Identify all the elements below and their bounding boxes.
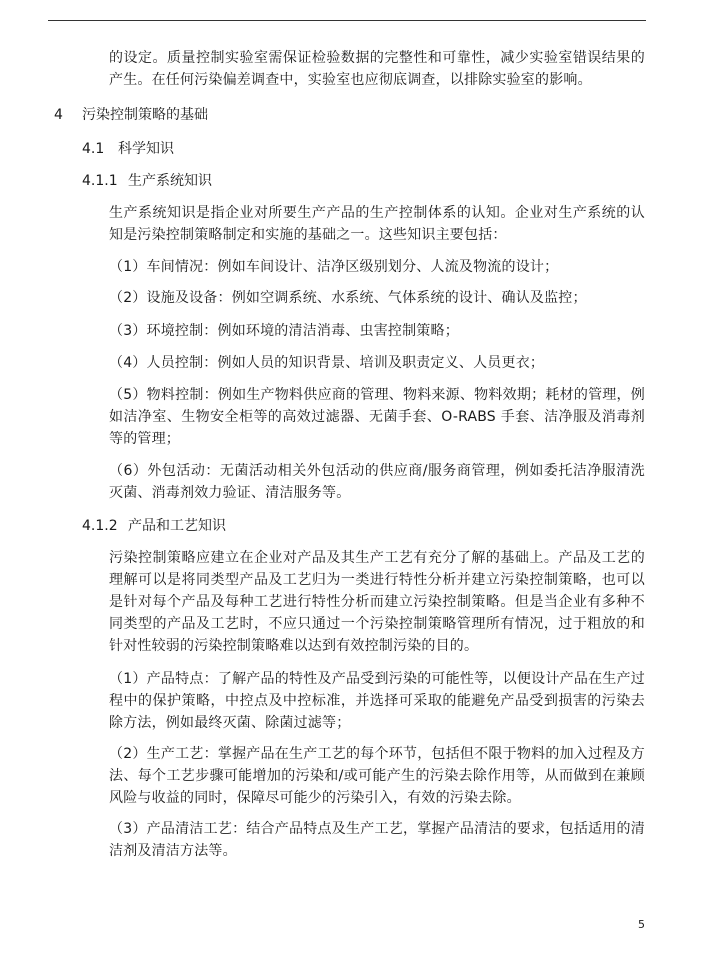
- heading-number: 4.1: [82, 141, 105, 157]
- list-item: （2）生产工艺：掌握产品在生产工艺的每个环节，包括但不限于物料的加入过程及方法、每个工艺步骤可能增加的污染和/或可能产生的污染去除作用等，从而做到在兼顾风险与收益的同时，保障尽可能少的污染引入，有效的污染去除。: [109, 746, 645, 806]
- intro-paragraph: 的设定。质量控制实验室需保证检验数据的完整性和可靠性，减少实验室错误结果的产生。在任何污染偏差调查中，实验室也应彻底调查，以排除实验室的影响。: [109, 50, 645, 88]
- heading-number: 4.1.1: [82, 173, 118, 189]
- list-item: （4）人员控制：例如人员的知识背景、培训及职责定义、人员更衣；: [109, 355, 545, 371]
- heading-4: [54, 104, 208, 126]
- heading-number: 4: [54, 107, 63, 123]
- heading-number: 4.1.2: [82, 518, 118, 534]
- heading-4-1-2: [82, 515, 226, 537]
- heading-title: 科学知识: [118, 141, 174, 157]
- list-item: （1）产品特点：了解产品的特性及产品受到污染的可能性等，以便设计产品在生产过程中的保护策略，中控点及中控标准，并选择可采取的能避免产品受到损害的污染去除方法，例如最终灭菌、除菌过滤等；: [109, 671, 645, 731]
- list-item: （5）物料控制：例如生产物料供应商的管理、物料来源、物料效期；耗材的管理，例如洁净室、生物安全柜等的高效过滤器、无菌手套、O-RABS 手套、洁净服及消毒剂等的管理；: [109, 387, 645, 447]
- list-item: （2）设施及设备：例如空调系统、水系统、气体系统的设计、确认及监控；: [109, 290, 587, 306]
- heading-title: 污染控制策略的基础: [82, 107, 208, 123]
- paragraph-4-1-2: 污染控制策略应建立在企业对产品及其生产工艺有充分了解的基础上。产品及工艺的理解可以是将同类型产品及工艺归为一类进行特性分析并建立污染控制策略，也可以是针对每个产品及每种工艺进行特性分析而建立污染控制策略。但是当企业有多种不同类型的产品及工艺时，不应只通过一个污染控制策略管理所有情况，过于粗放的和针对性较弱的污染控制策略难以达到有效控制污染的目的。: [109, 550, 645, 654]
- list-item: （6）外包活动：无菌活动相关外包活动的供应商/服务商管理，例如委托洁净服清洗灭菌、消毒剂效力验证、清洁服务等。: [109, 463, 645, 501]
- heading-title: 生产系统知识: [128, 173, 212, 189]
- page-number: 5: [638, 918, 645, 931]
- list-item: （1）车间情况：例如车间设计、洁净区级别划分、人流及物流的设计；: [109, 259, 559, 275]
- heading-4-1: [82, 138, 174, 160]
- heading-title: 产品和工艺知识: [128, 518, 226, 534]
- paragraph-4-1-1: 生产系统知识是指企业对所要生产产品的生产控制体系的认知。企业对生产系统的认知是污染控制策略制定和实施的基础之一。这些知识主要包括：: [109, 205, 645, 243]
- heading-4-1-1: [82, 170, 212, 192]
- list-item: （3）产品清洁工艺：结合产品特点及生产工艺，掌握产品清洁的要求，包括适用的清洁剂及清洁方法等。: [109, 821, 645, 859]
- list-item: （3）环境控制：例如环境的清洁消毒、虫害控制策略；: [109, 323, 459, 339]
- header-rule: [48, 20, 646, 21]
